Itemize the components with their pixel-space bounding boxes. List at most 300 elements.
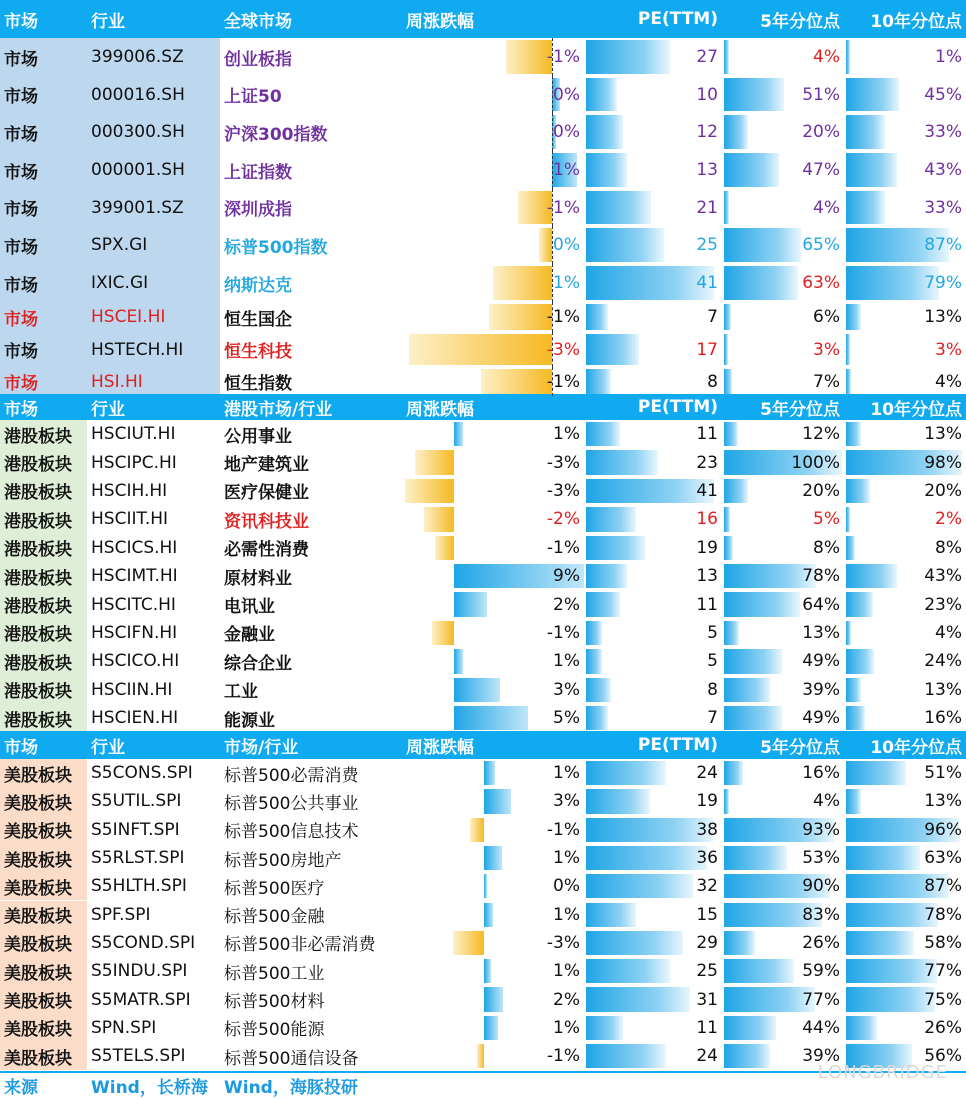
market-cell bbox=[0, 787, 87, 815]
pct5-cell bbox=[722, 505, 844, 533]
market-cell bbox=[0, 676, 87, 704]
code-label: HSTECH.HI bbox=[91, 339, 184, 360]
table-row bbox=[0, 619, 966, 647]
market-cell bbox=[0, 985, 87, 1013]
pct5-cell bbox=[722, 901, 844, 929]
pct10-cell bbox=[844, 590, 966, 618]
pe-cell bbox=[584, 332, 722, 367]
weekly-positive-bar bbox=[484, 903, 493, 927]
pct10-bar bbox=[846, 621, 851, 645]
name-label: 医疗保健业 bbox=[224, 483, 309, 504]
code-cell bbox=[87, 844, 220, 872]
code-cell bbox=[87, 302, 220, 332]
pct10-cell bbox=[844, 367, 966, 396]
pe-cell bbox=[584, 226, 722, 264]
table-row bbox=[0, 844, 966, 872]
market-label: 美股板块 bbox=[4, 822, 72, 843]
pe-value: 5 bbox=[707, 622, 718, 643]
code-label: HSCIEN.HI bbox=[91, 708, 179, 729]
pct10-cell bbox=[844, 38, 966, 76]
pct10-bar bbox=[846, 706, 865, 730]
name-cell bbox=[220, 38, 402, 76]
pct5-bar bbox=[724, 479, 748, 503]
code-cell bbox=[87, 647, 220, 675]
header-industry-label: 行业 bbox=[91, 737, 125, 758]
code-label: IXIC.GI bbox=[91, 273, 149, 293]
weekly-value: -1% bbox=[546, 819, 580, 840]
table-row bbox=[0, 534, 966, 562]
market-cell bbox=[0, 704, 87, 732]
pe-bar bbox=[586, 903, 636, 927]
pct10-cell bbox=[844, 816, 966, 844]
weekly-value: 1% bbox=[553, 273, 580, 293]
pct10-bar bbox=[846, 369, 851, 394]
pe-cell bbox=[584, 420, 722, 448]
pe-cell bbox=[584, 189, 722, 226]
pct10-cell bbox=[844, 872, 966, 900]
pct5-bar bbox=[724, 153, 779, 187]
pct10-cell bbox=[844, 332, 966, 367]
pct10-cell bbox=[844, 562, 966, 590]
code-cell bbox=[87, 787, 220, 815]
table-row bbox=[0, 477, 966, 505]
pct5-cell bbox=[722, 1014, 844, 1042]
pct5-bar bbox=[724, 228, 801, 262]
pct5-bar bbox=[724, 678, 770, 702]
code-cell bbox=[87, 759, 220, 787]
pct5-bar bbox=[724, 191, 729, 224]
pe-value: 11 bbox=[696, 1017, 718, 1038]
pct10-value: 78% bbox=[924, 904, 962, 925]
pe-cell bbox=[584, 676, 722, 704]
pct10-value: 58% bbox=[924, 932, 962, 953]
weekly-negative-bar bbox=[489, 304, 552, 330]
table-row bbox=[0, 957, 966, 985]
pe-bar bbox=[586, 874, 693, 898]
weekly-cell bbox=[402, 647, 584, 675]
pct5-value: 13% bbox=[802, 622, 840, 643]
header-pct5 bbox=[722, 0, 844, 38]
pct10-cell bbox=[844, 1014, 966, 1042]
market-cell bbox=[0, 844, 87, 872]
pct10-value: 45% bbox=[924, 84, 962, 105]
name-label: 标普500公共事业 bbox=[224, 793, 359, 814]
pct5-cell bbox=[722, 590, 844, 618]
pct10-cell bbox=[844, 302, 966, 332]
pe-value: 41 bbox=[696, 273, 718, 293]
pct10-cell bbox=[844, 477, 966, 505]
weekly-value: 3% bbox=[553, 679, 580, 700]
pct5-value: 77% bbox=[802, 989, 840, 1010]
pct10-cell bbox=[844, 985, 966, 1013]
name-label: 标普500通信设备 bbox=[224, 1048, 359, 1069]
pe-cell bbox=[584, 1042, 722, 1070]
name-label: 恒生科技 bbox=[224, 342, 292, 362]
weekly-cell bbox=[402, 844, 584, 872]
header-weekly-label: 周涨跌幅 bbox=[406, 11, 474, 32]
name-label: 沪深300指数 bbox=[224, 124, 328, 145]
name-label: 标普500能源 bbox=[224, 1020, 325, 1041]
pct5-bar bbox=[724, 1016, 776, 1040]
pct5-value: 90% bbox=[802, 876, 840, 897]
pct5-cell bbox=[722, 534, 844, 562]
name-label: 恒生指数 bbox=[224, 374, 292, 394]
code-cell bbox=[87, 226, 220, 264]
pct5-cell bbox=[722, 759, 844, 787]
table-row bbox=[0, 189, 966, 226]
header-pct10-label: 10年分位点 bbox=[870, 11, 962, 32]
code-cell bbox=[87, 420, 220, 448]
pe-cell bbox=[584, 957, 722, 985]
header-pct5 bbox=[722, 394, 844, 420]
pe-bar bbox=[586, 536, 645, 560]
table-row bbox=[0, 901, 966, 929]
pe-cell bbox=[584, 477, 722, 505]
weekly-cell bbox=[402, 619, 584, 647]
pct10-cell bbox=[844, 759, 966, 787]
weekly-value: 9% bbox=[553, 566, 580, 587]
market-cell bbox=[0, 590, 87, 618]
code-label: 000001.SH bbox=[91, 160, 185, 180]
weekly-value: -1% bbox=[546, 371, 580, 392]
name-label: 原材料业 bbox=[224, 568, 292, 589]
name-label: 公用事业 bbox=[224, 426, 292, 447]
pct5-value: 16% bbox=[802, 763, 840, 784]
header-weekly bbox=[402, 731, 584, 759]
weekly-value: -1% bbox=[546, 537, 580, 558]
pct10-cell bbox=[844, 189, 966, 226]
pe-bar bbox=[586, 706, 608, 730]
pe-bar bbox=[586, 369, 611, 394]
pe-cell bbox=[584, 562, 722, 590]
code-label: HSCEI.HI bbox=[91, 307, 166, 327]
pct10-cell bbox=[844, 619, 966, 647]
header-industry bbox=[87, 731, 220, 759]
code-cell bbox=[87, 38, 220, 76]
pct10-cell bbox=[844, 844, 966, 872]
pct10-value: 3% bbox=[935, 339, 962, 360]
pct10-cell bbox=[844, 76, 966, 113]
pct10-value: 1% bbox=[935, 47, 962, 67]
pe-bar bbox=[586, 959, 670, 983]
header-pct10 bbox=[844, 0, 966, 38]
pct10-cell bbox=[844, 957, 966, 985]
pct5-cell bbox=[722, 562, 844, 590]
header-weekly bbox=[402, 394, 584, 420]
pe-cell bbox=[584, 113, 722, 151]
market-cell bbox=[0, 302, 87, 332]
table-row bbox=[0, 420, 966, 448]
weekly-cell bbox=[402, 302, 584, 332]
name-label: 标普500必需消费 bbox=[224, 765, 359, 786]
weekly-negative-bar bbox=[435, 536, 454, 560]
pct5-value: 3% bbox=[813, 339, 840, 360]
name-label: 恒生国企 bbox=[224, 309, 292, 330]
pct5-value: 4% bbox=[813, 197, 840, 218]
code-label: HSCICS.HI bbox=[91, 537, 178, 558]
header-pe bbox=[584, 0, 722, 38]
pct10-cell bbox=[844, 226, 966, 264]
weekly-value: 2% bbox=[553, 989, 580, 1010]
table-row bbox=[0, 226, 966, 264]
pct10-bar bbox=[846, 931, 914, 955]
footer-label-cell bbox=[0, 1073, 87, 1097]
pe-cell bbox=[584, 759, 722, 787]
code-label: 000300.SH bbox=[91, 122, 185, 142]
pct5-bar bbox=[724, 78, 784, 111]
table-row bbox=[0, 264, 966, 302]
market-label: 市场 bbox=[4, 87, 38, 107]
name-label: 标普500指数 bbox=[224, 237, 328, 258]
weekly-cell bbox=[402, 76, 584, 113]
weekly-value: -1% bbox=[546, 622, 580, 643]
watermark: LONGBRIDGE bbox=[817, 1062, 948, 1083]
weekly-cell bbox=[402, 562, 584, 590]
pct5-cell bbox=[722, 448, 844, 476]
name-label: 标普500材料 bbox=[224, 992, 325, 1013]
name-cell bbox=[220, 189, 402, 226]
weekly-negative-bar bbox=[432, 621, 454, 645]
header-name bbox=[220, 394, 402, 420]
market-cell bbox=[0, 76, 87, 113]
code-cell bbox=[87, 872, 220, 900]
table-row bbox=[0, 676, 966, 704]
table-row bbox=[0, 647, 966, 675]
weekly-cell bbox=[402, 985, 584, 1013]
pe-value: 19 bbox=[696, 791, 718, 812]
header-market-label: 市场 bbox=[4, 11, 38, 32]
pct10-cell bbox=[844, 676, 966, 704]
weekly-cell bbox=[402, 113, 584, 151]
pct10-cell bbox=[844, 505, 966, 533]
pct5-bar bbox=[724, 846, 787, 870]
code-label: 399001.SZ bbox=[91, 197, 184, 218]
pct10-value: 79% bbox=[924, 273, 962, 293]
code-cell bbox=[87, 704, 220, 732]
name-label: 能源业 bbox=[224, 710, 275, 731]
pct5-value: 53% bbox=[802, 848, 840, 869]
header-name bbox=[220, 0, 402, 38]
code-label: S5CONS.SPI bbox=[91, 763, 193, 784]
weekly-value: 1% bbox=[553, 848, 580, 869]
pct5-bar bbox=[724, 422, 738, 446]
market-label: 市场 bbox=[4, 309, 38, 330]
name-cell bbox=[220, 704, 402, 732]
pe-bar bbox=[586, 761, 666, 785]
code-label: S5INDU.SPI bbox=[91, 961, 188, 982]
pe-cell bbox=[584, 787, 722, 815]
pct10-value: 63% bbox=[924, 848, 962, 869]
market-label: 美股板块 bbox=[4, 963, 72, 984]
market-cell bbox=[0, 534, 87, 562]
name-cell bbox=[220, 505, 402, 533]
weekly-cell bbox=[402, 534, 584, 562]
pct10-bar bbox=[846, 536, 855, 560]
name-label: 纳斯达克 bbox=[224, 275, 292, 296]
pe-cell bbox=[584, 872, 722, 900]
table-row bbox=[0, 1042, 966, 1070]
table-row bbox=[0, 704, 966, 732]
pct5-bar bbox=[724, 931, 755, 955]
section-header-us bbox=[0, 731, 966, 759]
code-label: 000016.SH bbox=[91, 84, 185, 105]
weekly-value: 1% bbox=[553, 961, 580, 982]
pct10-value: 2% bbox=[935, 509, 962, 530]
weekly-positive-bar bbox=[484, 874, 487, 898]
code-label: S5COND.SPI bbox=[91, 932, 196, 953]
weekly-cell bbox=[402, 901, 584, 929]
table-row bbox=[0, 562, 966, 590]
weekly-cell bbox=[402, 590, 584, 618]
pct10-bar bbox=[846, 40, 850, 74]
pe-cell bbox=[584, 151, 722, 189]
footer-label: 来源 bbox=[4, 1077, 38, 1097]
pct5-value: 65% bbox=[802, 235, 840, 255]
table-row bbox=[0, 76, 966, 113]
weekly-cell bbox=[402, 332, 584, 367]
market-label: 港股板块 bbox=[4, 710, 72, 731]
market-cell bbox=[0, 367, 87, 396]
pe-bar bbox=[586, 334, 639, 365]
table-row bbox=[0, 1014, 966, 1042]
name-cell bbox=[220, 1014, 402, 1042]
header-market bbox=[0, 394, 87, 420]
pct5-value: 20% bbox=[802, 122, 840, 142]
pct5-cell bbox=[722, 787, 844, 815]
weekly-cell bbox=[402, 872, 584, 900]
pct10-value: 56% bbox=[924, 1046, 962, 1067]
header-pct10 bbox=[844, 394, 966, 420]
weekly-negative-bar bbox=[539, 228, 552, 262]
code-cell bbox=[87, 562, 220, 590]
pe-value: 11 bbox=[696, 424, 718, 445]
market-label: 美股板块 bbox=[4, 907, 72, 928]
name-label: 标普500信息技术 bbox=[224, 822, 359, 843]
weekly-positive-bar bbox=[454, 422, 463, 446]
pe-cell bbox=[584, 448, 722, 476]
pct5-bar bbox=[724, 959, 794, 983]
code-label: HSI.HI bbox=[91, 371, 143, 392]
header-pe-label: PE(TTM) bbox=[637, 9, 718, 29]
name-cell bbox=[220, 759, 402, 787]
pct10-cell bbox=[844, 787, 966, 815]
market-label: 港股板块 bbox=[4, 625, 72, 646]
pct10-bar bbox=[846, 678, 861, 702]
pct5-cell bbox=[722, 676, 844, 704]
pe-cell bbox=[584, 367, 722, 396]
code-cell bbox=[87, 929, 220, 957]
code-cell bbox=[87, 448, 220, 476]
name-cell bbox=[220, 448, 402, 476]
pct5-cell bbox=[722, 302, 844, 332]
pe-value: 11 bbox=[696, 594, 718, 615]
name-cell bbox=[220, 534, 402, 562]
weekly-cell bbox=[402, 1014, 584, 1042]
pct5-bar bbox=[724, 761, 743, 785]
market-cell bbox=[0, 113, 87, 151]
code-cell bbox=[87, 76, 220, 113]
market-label: 港股板块 bbox=[4, 455, 72, 476]
pct10-bar bbox=[846, 592, 873, 616]
pe-bar bbox=[586, 507, 636, 531]
pct5-value: 8% bbox=[813, 537, 840, 558]
pct5-cell bbox=[722, 704, 844, 732]
pct5-value: 26% bbox=[802, 932, 840, 953]
pct5-bar bbox=[724, 592, 800, 616]
code-label: HSCIUT.HI bbox=[91, 424, 176, 445]
weekly-value: -1% bbox=[546, 197, 580, 218]
market-label: 美股板块 bbox=[4, 765, 72, 786]
pct5-bar bbox=[724, 649, 782, 673]
pct10-value: 33% bbox=[924, 197, 962, 218]
weekly-positive-bar bbox=[484, 987, 503, 1011]
pe-value: 17 bbox=[696, 339, 718, 360]
footer-source1: Wind，长桥海 bbox=[91, 1077, 208, 1097]
table-row bbox=[0, 113, 966, 151]
code-cell bbox=[87, 985, 220, 1013]
section-header-hk bbox=[0, 394, 966, 420]
weekly-value: -1% bbox=[546, 1046, 580, 1067]
code-label: SPN.SPI bbox=[91, 1017, 157, 1038]
footer-source2: Wind，海豚投研 bbox=[224, 1077, 358, 1097]
header-name-label: 全球市场 bbox=[224, 11, 292, 32]
pct5-value: 12% bbox=[802, 424, 840, 445]
pe-value: 8 bbox=[707, 371, 718, 392]
pe-bar bbox=[586, 304, 608, 330]
pct5-value: 78% bbox=[802, 566, 840, 587]
pe-cell bbox=[584, 76, 722, 113]
pe-bar bbox=[586, 228, 664, 262]
name-cell bbox=[220, 302, 402, 332]
code-label: S5INFT.SPI bbox=[91, 819, 180, 840]
header-pct5-label: 5年分位点 bbox=[760, 737, 840, 758]
name-label: 综合企业 bbox=[224, 653, 292, 674]
weekly-positive-bar bbox=[484, 959, 491, 983]
pe-bar bbox=[586, 450, 658, 474]
name-cell bbox=[220, 619, 402, 647]
pe-cell bbox=[584, 704, 722, 732]
weekly-cell bbox=[402, 226, 584, 264]
name-label: 地产建筑业 bbox=[224, 455, 309, 476]
name-cell bbox=[220, 151, 402, 189]
pe-bar bbox=[586, 266, 714, 300]
pe-bar bbox=[586, 564, 627, 588]
market-label: 港股板块 bbox=[4, 511, 72, 532]
name-cell bbox=[220, 676, 402, 704]
pct5-cell bbox=[722, 226, 844, 264]
weekly-value: 2% bbox=[553, 594, 580, 615]
pct10-value: 96% bbox=[924, 819, 962, 840]
pct10-cell bbox=[844, 420, 966, 448]
pct10-value: 13% bbox=[924, 424, 962, 445]
header-industry bbox=[87, 0, 220, 38]
name-cell bbox=[220, 420, 402, 448]
pct5-cell bbox=[722, 1042, 844, 1070]
pct5-cell bbox=[722, 985, 844, 1013]
weekly-value: 0% bbox=[553, 235, 580, 255]
pe-value: 36 bbox=[696, 848, 718, 869]
pct5-cell bbox=[722, 420, 844, 448]
pct5-bar bbox=[724, 369, 732, 394]
weekly-value: 5% bbox=[553, 708, 580, 729]
pe-cell bbox=[584, 534, 722, 562]
pct10-bar bbox=[846, 761, 906, 785]
market-cell bbox=[0, 957, 87, 985]
pct5-value: 63% bbox=[802, 273, 840, 293]
name-label: 上证50 bbox=[224, 87, 282, 107]
pe-bar bbox=[586, 191, 651, 224]
pe-bar bbox=[586, 592, 620, 616]
